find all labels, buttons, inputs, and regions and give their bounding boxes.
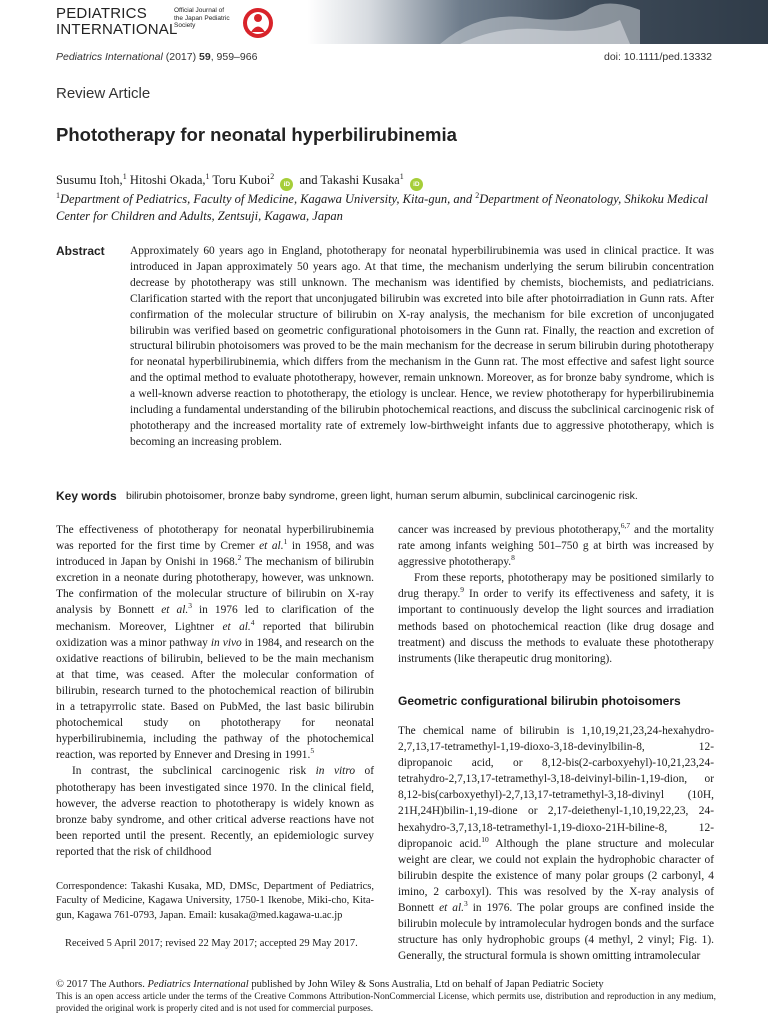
affil-marker: 1 (205, 172, 210, 181)
keywords-label: Key words (56, 489, 117, 503)
citation-year: (2017) (165, 51, 197, 63)
abstract-text: Approximately 60 years ago in England, phototherapy for neonatal hyperbilirubinemia was used in clinical practice. It was introduced in Japan approximately 50 years ago. At that time, the mechanism underlying the serum bilirubin concentration decrease by phototherapy was still unknown. The mechanism was identified by chemists, biochemists, and pediatricians. Clarification started with the report that unconjugated bilirubin was excreted into bile after photoirradiation in Gunn rats. After confirmation of the molecular structure of bilirubin on X-ray analysis, the mechanism for bile excretion of unconjugated bilirubin was verified based on geometric configurational photoisomers in the Gunn rat. Finally, the reaction and excretion of structural bilirubin photoisomers was proved to be the main mechanism for the decrease in serum bilirubin during phototherapy for neonatal hyperbilirubinemia, which differs from the mechanism in the Gunn rat. The most effective and safest light source and the optimal method to evaluate phototherapy, however, remain unknown. Moreover, as for bronze baby syndrome, which is a well-known adverse reaction to phototherapy, the etiology is unclear. Hence, we review phototherapy for hyperbilirubinemia including a fundamental understanding of the bilirubin photochemical reactions, and discuss the subclinical carcinogenic risk of phototherapy and the increased mortality rate of extremely low-birthweight infants due to aggressive phototherapy, which is becoming an increasing problem. (130, 245, 714, 448)
affil-marker: 2 (270, 172, 275, 181)
body-column-right (398, 522, 714, 964)
author-itoh: Susumu Itoh, (56, 173, 123, 188)
logo-line-2: INTERNATIONAL (56, 21, 178, 38)
copyright-line: © 2017 The Authors. Pediatrics International published by John Wiley & Sons Australia, Ltd on behalf of Japan Pediatric Society (56, 979, 604, 990)
citation-volume: 59 (199, 51, 211, 63)
citation-doi[interactable]: doi: 10.1111/ped.13332 (603, 51, 712, 63)
received-dates: Received 5 April 2017; revised 22 May 2017; accepted 29 May 2017. (65, 938, 358, 949)
journal-logo (56, 6, 316, 40)
body-paragraph: The chemical name of bilirubin is 1,10,19,21,23,24-hexahydro-2,7,13,17-tetramethyl-1,19-dioxo-3,18-devinylbilin-8, 12-dipropanoic acid, or 8,12-bis(2-carboxyehyl)-10,21,23,24-tetrahydro-2,7,13,17-tetramethyl-3,18-deivinyl-bilin-1,19-dion, or 8,12-bis(carboxyethyl)-2,7,13,17-tetramethyl-3,18-divinyl (10H, 21H,24H)bilin-1,19-dione or 2,17-deiethenyl-1,10,19,22,23, 24-hexahydro-3,7,13,18-tetramethyl-1,19-dioxo-21H-biline-8, 12-dipropanoic acid.$^{10}$ Although the plane structure and molecular weight are clear, we could not explain the hydrophobic character of bilirubin despite the existence of many polar groups (2 carbonyl, 4 imino, 2 carboxyl). This was resolved by the X-ray analysis of Bonnett et al.$^3$ in 1976. The polar groups are confined inside the bilirubin molecule by intramolecular hydrogen bonds and the surface structure has only hydrophobic groups (4 methyl, 2 vinyl; Fig. 1). Generally, the structural formula is shown omitting intramolecular (398, 724, 715, 963)
author-okada: Hitoshi Okada, (126, 173, 206, 188)
article-title: Phototherapy for neonatal hyperbilirubinemia (56, 124, 457, 145)
section-heading: Geometric configurational bilirubin photoisomers (398, 693, 681, 708)
citation-line (56, 50, 712, 64)
society-emblem-icon (241, 6, 275, 40)
affiliation-2: Department of Neonatology, Shikoku Medical Center for Children and Adults, Zentsuji, Kagawa, Japan (56, 192, 708, 224)
body-paragraph: cancer was increased by previous phototherapy,$^{6,7}$ and the mortality rate among infants weighing 501–750 g at birth was increased by aggressive phototherapy.$^8$ (398, 521, 714, 569)
affiliations (56, 187, 716, 225)
author-kusaka: and Takashi Kusaka (296, 173, 400, 188)
journal-header-band (0, 0, 768, 44)
abstract-label: Abstract (56, 244, 105, 258)
affil-marker: 1 (56, 191, 60, 200)
affiliation-1: Department of Pediatrics, Faculty of Medicine, Kagawa University, Kita-gun, and (60, 192, 476, 207)
citation-pages: , 959–966 (210, 51, 258, 63)
affil-marker: 1 (122, 172, 127, 181)
correspondence-note: Correspondence: Takashi Kusaka, MD, DMSc, Department of Pediatrics, Faculty of Medicine, Kagawa University, 1750-1 Ikenobe, Miki-cho, Kita-gun, Kagawa 761-0793, Japan. Email: kusaka@med.kagawa-u.ac.jp (56, 881, 374, 921)
body-column-left (56, 522, 374, 860)
article-type: Review Article (56, 85, 151, 102)
orcid-icon[interactable]: iD (410, 178, 423, 191)
affil-marker: 1 (399, 172, 404, 181)
orcid-icon[interactable]: iD (280, 178, 293, 191)
logo-wordmark (56, 6, 178, 38)
keywords-text: bilirubin photoisomer, bronze baby syndrome, green light, human serum albumin, subclinical carcinogenic risk. (126, 490, 638, 502)
header-photo-hands-icon (440, 0, 768, 44)
license-text: This is an open access article under the terms of the Creative Commons Attribution-NonCommercial License, which permits use, distribution and reproduction in any medium, provided the original work is properly cited and is not used for commercial purposes. (56, 992, 716, 1014)
body-paragraph: From these reports, phototherapy may be positioned similarly to drug therapy.$^9$ In order to verify its effectiveness and safety, it is important to continuously develop the light sources and irradiation methods based on photochemical reaction (like drug dosage and treatment) and discuss the methods to evaluate these phototherapy instruments (like therapeutic drug monitoring). (398, 572, 714, 665)
citation-journal: Pediatrics International (56, 51, 163, 63)
body-paragraph: In contrast, the subclinical carcinogenic risk in vitro of phototherapy has been investigated since 1970. In the clinical field, however, the adverse reaction to phototherapy is widely known as bronze baby syndrome, and other critical adverse reactions have not been reported until the present. Recently, an epidemiologic survey reported that the risk of childhood (56, 765, 374, 858)
body-paragraph: The effectiveness of phototherapy for neonatal hyperbilirubinemia was reported for the first time by Cremer et al.$^1$ in 1958, and was introduced in Japan by Onishi in 1968.$^2$ The mechanism of bilirubin excretion in a neonate during phototherapy, however, was unknown. The confirmation of the molecular structure of bilirubin on X-ray analysis by Bonnett et al.$^3$ in 1976 led to clarification of the mechanism. Moreover, Lightner et al.$^4$ reported that bilirubin oxidization was a minor pathway in vivo in 1984, and research on the oxidative reactions of bilirubin, believed to be the main mechanism at that time, was ceased. After the molecular conformation of bilirubin, research turned to the photochemical reaction of bilirubin in a tetrapyrrolic state. Based on PubMed, the last basic bilirubin photochemical study on phototherapy for neonatal hyperbilirubinemia, including the pathway of the photochemical reaction, was reported by Ennever and Dresing in 1991.$^5$ (56, 524, 375, 762)
logo-line-1: PEDIATRICS (56, 5, 147, 22)
logo-subtitle: Official Journal of the Japan Pediatric Society (174, 7, 230, 29)
author-kuboi: Toru Kuboi (209, 173, 271, 188)
affil-marker: 2 (475, 191, 480, 200)
